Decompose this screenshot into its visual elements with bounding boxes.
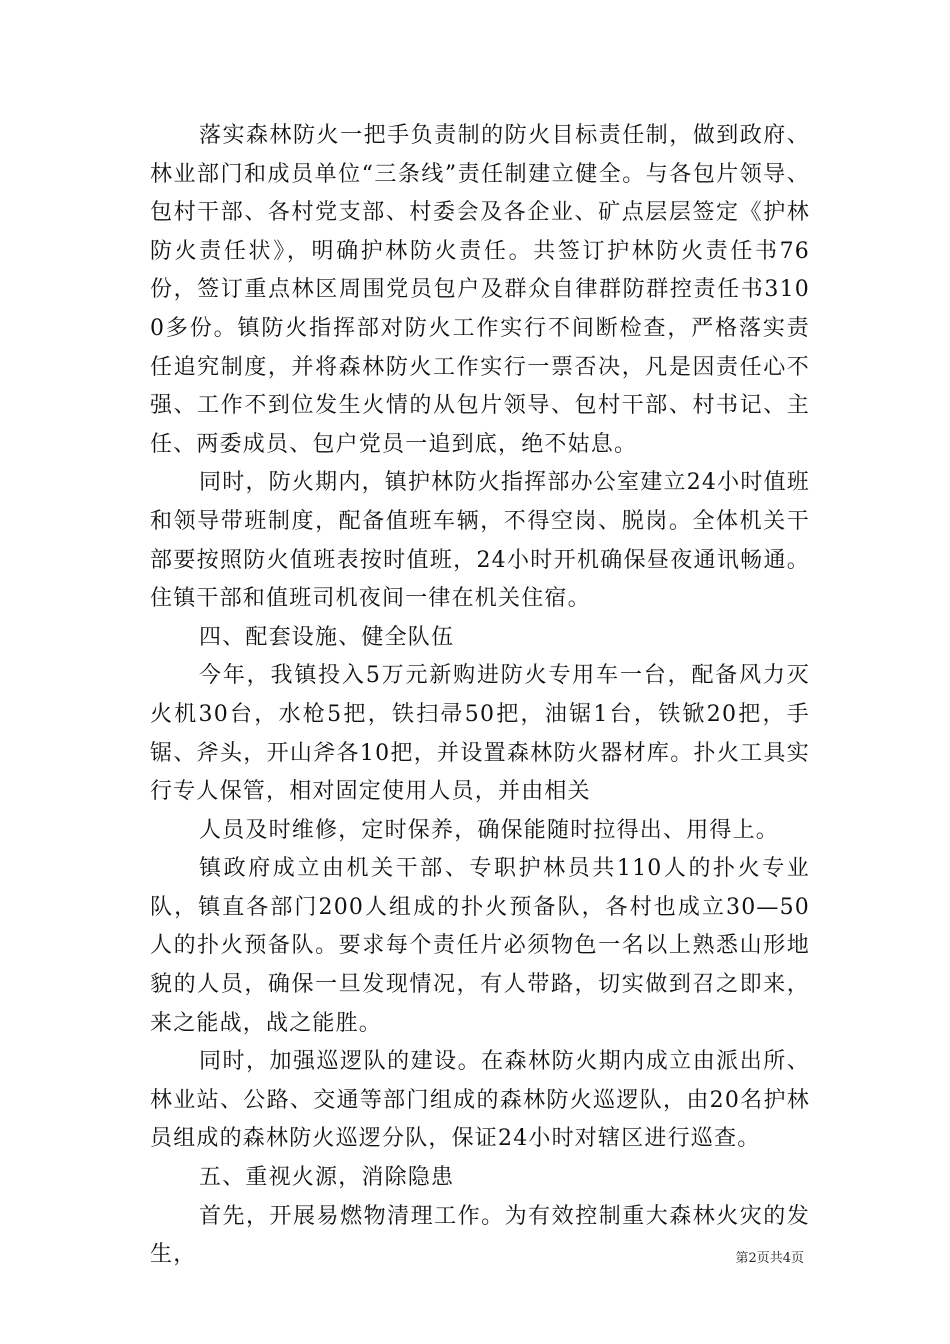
paragraph-responsibility-system: 落实森林防火一把手负责制的防火目标责任制，做到政府、林业部门和成员单位“三条线”责任制建立健全。与各包片领导、包村干部、各村党支部、村委会及各企业、矿点层层签定《护林防火责任状》，明确护林防火责任。共签订护林防火责任书76份，签订重点林区周围党员包户及群众自律群防群控责任书3100多份。镇防火指挥部对防火工作实行不间断检查，严格落实责任追究制度，并将森林防火工作实行一票否决，凡是因责任心不强、工作不到位发生火情的从包片领导、包村干部、村书记、主任、两委成员、包户党员一追到底，绝不姑息。 [150,123,810,457]
paragraph-maintenance: 人员及时维修，定时保养，确保能随时拉得出、用得上。 [199,817,780,843]
section-heading-fire-sources: 五、重视火源，消除隐患 [199,1165,455,1191]
page-number: 第2页共4页 [735,1251,804,1266]
paragraph-patrol-teams: 同时，加强巡逻队的建设。在森林防火期内成立由派出所、林业站、公路、交通等部门组成的森林防火巡逻队，由20名护林员组成的森林防火巡逻分队，保证24小时对辖区进行巡查。 [150,1049,810,1152]
paragraph-firefighting-teams: 镇政府成立由机关干部、专职护林员共110人的扑火专业队，镇直各部门200人组成的扑火预备队，各村也成立30—50人的扑火预备队。要求每个责任片必须物色一名以上熟悉山形地貌的人员，确保一旦发现情况，有人带路，切实做到召之即来，来之能战，战之能胜。 [150,856,810,1036]
paragraph-duty-system: 同时，防火期内，镇护林防火指挥部办公室建立24小时值班和领导带班制度，配备值班车辆，不得空岗、脱岗。全体机关干部要按照防火值班表按时值班，24小时开机确保昼夜通讯畅通。住镇干部和值班司机夜间一律在机关住宿。 [150,470,810,612]
section-heading-facilities: 四、配套设施、健全队伍 [199,624,455,650]
paragraph-equipment: 今年，我镇投入5万元新购进防火专用车一台，配备风力灭火机30台，水枪5把，铁扫帚50把，油锯1台，铁锨20把，手锯、斧头，开山斧各10把，并设置森林防火器材库。扑火工具实行专人保管，相对固定使用人员，并由相关 [150,663,810,805]
paragraph-combustibles-cleanup: 首先，开展易燃物清理工作。为有效控制重大森林火灾的发生， [150,1203,810,1268]
document-body [150,117,810,1275]
